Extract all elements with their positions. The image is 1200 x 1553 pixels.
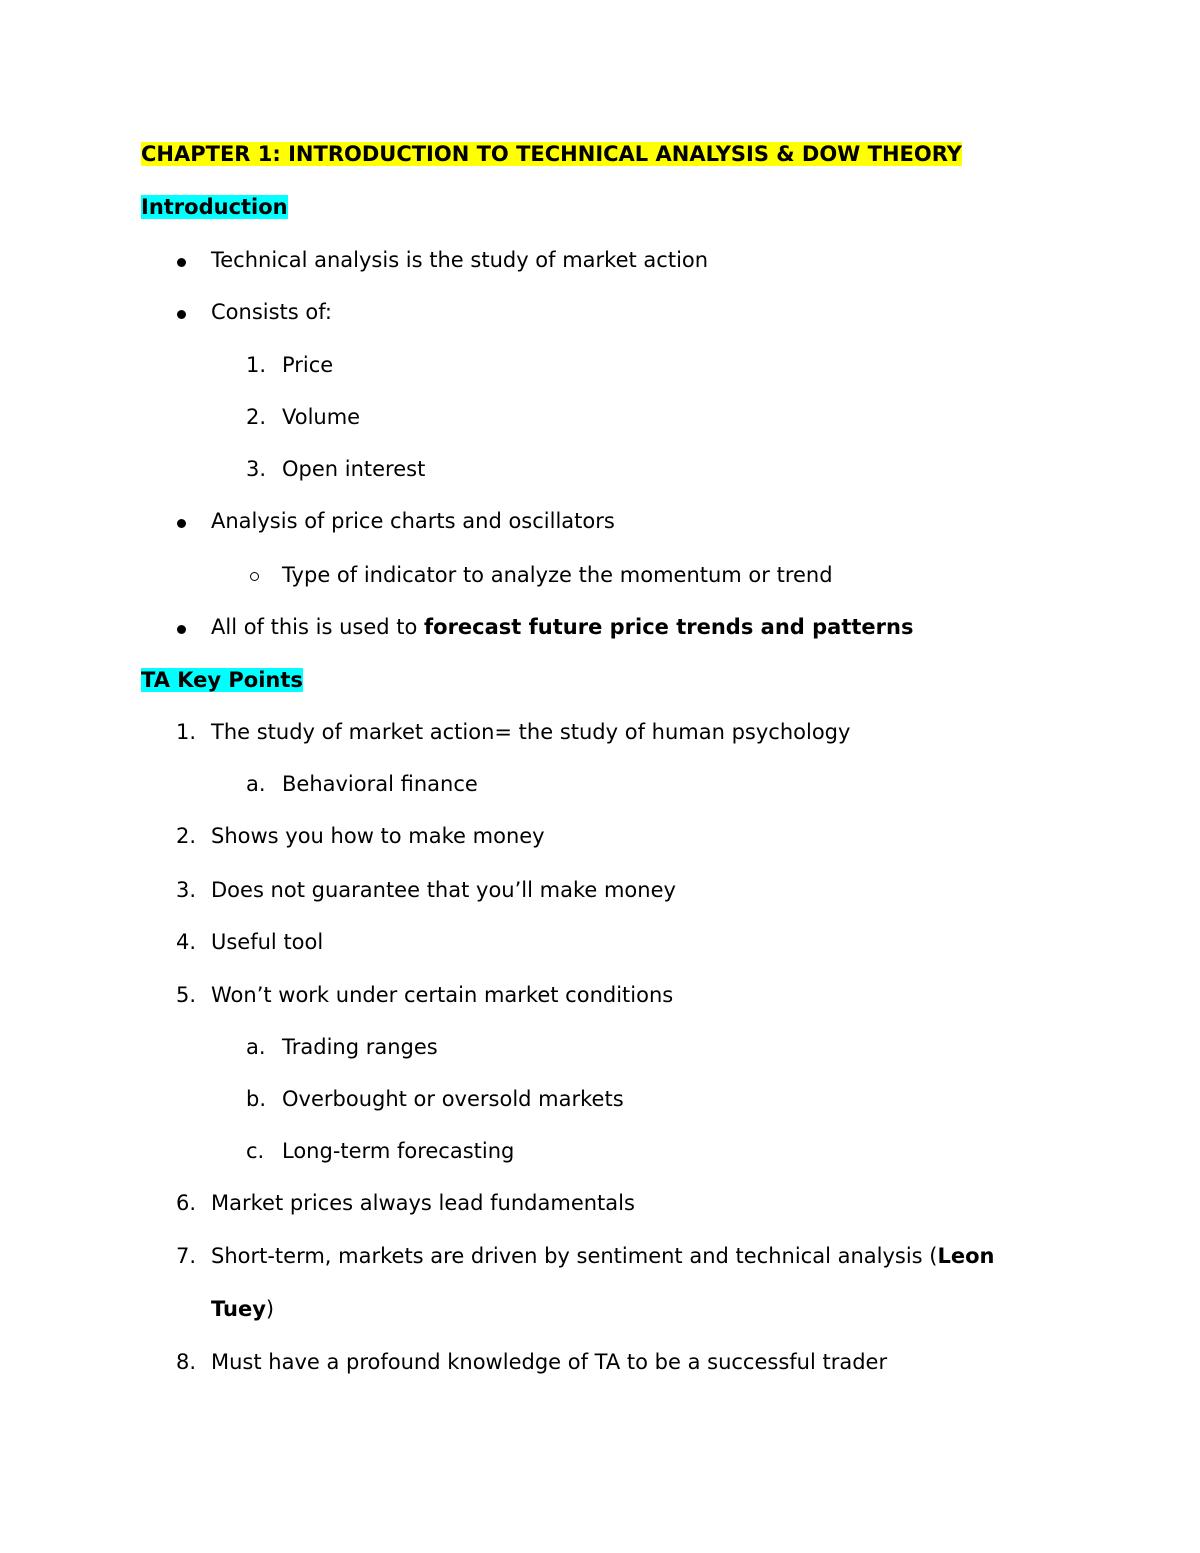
list-letter: a. xyxy=(246,1035,266,1059)
list-item: The study of market action= the study of human psychology xyxy=(211,720,851,744)
list-item: Short-term, markets are driven by sentiment and technical analysis (Leon xyxy=(211,1244,995,1268)
list-item: Trading ranges xyxy=(282,1035,438,1059)
section-heading-introduction: Introduction xyxy=(141,195,288,219)
bullet-icon xyxy=(177,625,186,634)
list-number: 7. xyxy=(176,1244,197,1268)
list-item: Market prices always lead fundamentals xyxy=(211,1191,635,1215)
list-item: Shows you how to make money xyxy=(211,824,545,848)
list-item: Behavioral finance xyxy=(282,772,478,796)
list-item: Open interest xyxy=(282,457,426,481)
sub-bullet-text: Type of indicator to analyze the momentum or trend xyxy=(282,563,833,587)
list-item-continuation: Tuey) xyxy=(211,1297,275,1321)
list-item: Won’t work under certain market conditions xyxy=(211,983,674,1007)
bullet-text: All of this is used to forecast future price trends and patterns xyxy=(211,615,914,639)
bullet-text: Consists of: xyxy=(211,300,332,324)
list-letter: c. xyxy=(246,1139,265,1163)
list-number: 5. xyxy=(176,983,197,1007)
list-item: Overbought or oversold markets xyxy=(282,1087,624,1111)
list-letter: b. xyxy=(246,1087,267,1111)
bullet-icon xyxy=(177,258,186,267)
list-item: Volume xyxy=(282,405,361,429)
list-item: Does not guarantee that you’ll make money xyxy=(211,878,676,902)
section-heading-key-points: TA Key Points xyxy=(141,668,303,692)
chapter-title: CHAPTER 1: INTRODUCTION TO TECHNICAL ANALYSIS & DOW THEORY xyxy=(141,142,962,166)
list-number: 4. xyxy=(176,930,197,954)
bullet-icon xyxy=(177,519,186,528)
list-number: 3. xyxy=(246,457,267,481)
bullet-text: Technical analysis is the study of market action xyxy=(211,248,709,272)
list-item: Useful tool xyxy=(211,930,324,954)
list-item: Long-term forecasting xyxy=(282,1139,515,1163)
list-number: 2. xyxy=(246,405,267,429)
list-letter: a. xyxy=(246,772,266,796)
list-number: 2. xyxy=(176,824,197,848)
bullet-text: Analysis of price charts and oscillators xyxy=(211,509,615,533)
list-item: Price xyxy=(282,353,334,377)
list-number: 3. xyxy=(176,878,197,902)
bullet-icon xyxy=(177,310,186,319)
list-item: Must have a profound knowledge of TA to be a successful trader xyxy=(211,1350,888,1374)
list-number: 1. xyxy=(246,353,267,377)
list-number: 8. xyxy=(176,1350,197,1374)
sub-bullet-icon xyxy=(250,572,259,581)
list-number: 6. xyxy=(176,1191,197,1215)
list-number: 1. xyxy=(176,720,197,744)
